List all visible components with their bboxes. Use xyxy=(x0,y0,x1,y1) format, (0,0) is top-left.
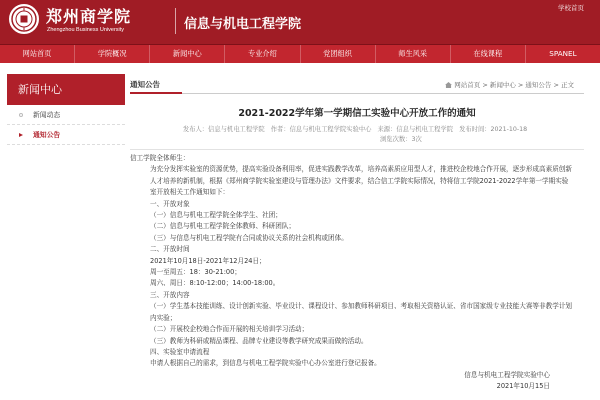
list-item: （二）信息与机电工程学院全体教师、科研团队； xyxy=(150,222,296,231)
section-underline xyxy=(130,92,182,94)
home-icon xyxy=(445,82,452,88)
heading-target: 一、开放对象 xyxy=(150,199,190,208)
college-name: 信息与机电工程学院 xyxy=(184,17,302,32)
school-logo[interactable] xyxy=(9,4,39,34)
meta-author: 作者：信息与机电工程学院实验中心 xyxy=(270,126,372,133)
nav-item-majors[interactable]: 专业介绍 xyxy=(225,45,300,63)
nav-item-showcase[interactable]: 师生风采 xyxy=(376,45,451,63)
list-item: （二）开展校企校地合作而开展的相关培训学习活动； xyxy=(150,325,309,334)
meta-publisher: 发布人：信息与机电工程学院 xyxy=(182,126,265,133)
sidebar-title: 新闻中心 xyxy=(7,74,125,105)
sidebar-item-label: 新闻动态 xyxy=(33,111,61,119)
greeting: 信工学院全体师生： xyxy=(130,154,190,162)
sidebar-item-notices[interactable] xyxy=(7,125,125,145)
sidebar xyxy=(7,74,125,145)
header-divider xyxy=(175,8,176,34)
sidebar-item-label: 通知公告 xyxy=(33,131,61,139)
site-header xyxy=(0,0,600,44)
intro-paragraph: 为充分发挥实验室的资源优势，提高实验设备利用率，促进实践教学改革，培养高素质应用型人才，推进校企校地合作开展，逐步形成高素质创新人才培养的新机制，根据《郑州商学院实验室建设与管理办法》文件要求，结合信工学院实际情况，特将信工学院2021-2022学年第一学期实验室开放相关工作通知如下： xyxy=(150,165,572,197)
school-home-link[interactable]: 学校首页 xyxy=(558,4,584,12)
heading-time: 二、开放时间 xyxy=(150,245,190,254)
article-title: 2021-2022学年第一学期信工实验中心开放工作的通知 xyxy=(238,108,476,119)
meta-date: 发布时间：2021-10-18 xyxy=(459,126,528,133)
weekday-hours: 周一至周五：18：30-21:00； xyxy=(150,268,241,277)
sidebar-item-news[interactable] xyxy=(7,105,125,125)
signature: 信息与机电工程学院实验中心 xyxy=(464,370,550,379)
bullet-icon xyxy=(19,113,23,117)
list-item: （一）信息与机电工程学院全体学生、社团； xyxy=(150,211,282,220)
nav-item-party[interactable]: 党团组织 xyxy=(301,45,376,63)
heading-process: 四、实验室申请流程 xyxy=(150,347,210,356)
signature-date: 2021年10月15日 xyxy=(496,382,550,391)
breadcrumb[interactable] xyxy=(445,80,574,89)
article-meta-views xyxy=(380,135,584,145)
date-range: 2021年10月18日-2021年12月24日； xyxy=(150,256,266,265)
nav-item-news[interactable]: 新闻中心 xyxy=(150,45,225,63)
meta-source: 来源：信息与机电工程学院 xyxy=(377,126,454,133)
nav-item-courses[interactable]: 在线课程 xyxy=(451,45,526,63)
nav-item-home[interactable]: 网站首页 xyxy=(0,45,75,63)
section-header xyxy=(130,74,584,94)
article-meta xyxy=(130,125,584,135)
breadcrumb-text[interactable]: 网站首页 > 新闻中心 > 通知公告 > 正文 xyxy=(454,81,574,89)
nav-item-overview[interactable]: 学院概况 xyxy=(75,45,150,63)
main-nav xyxy=(0,44,600,63)
meta-divider xyxy=(130,149,584,150)
nav-item-spanel[interactable]: SPANEL xyxy=(549,49,577,58)
main-content xyxy=(130,74,584,393)
article-body xyxy=(130,153,584,393)
meta-views: 浏览次数：3次 xyxy=(380,136,422,143)
process-text: 申请人根据自己的需求，到信息与机电工程学院实验中心办公室进行登记报备。 xyxy=(150,359,381,368)
weekend-hours: 周六、周日：8:10-12:00；14:00-18:00。 xyxy=(150,279,280,288)
list-item: （三）与信息与机电工程学院有合同或协议关系的社会机构或团体。 xyxy=(150,233,348,242)
seal-icon xyxy=(11,6,37,32)
list-item: （三）教师为科研或精品课程、品牌专业建设等教学研究成果而做的活动。 xyxy=(150,336,368,345)
school-name-en: Zhengzhou Business University xyxy=(47,27,125,33)
list-item: （一）学生基本技能训练、设计创新实验、毕业设计、课程设计、参加教师科研项目、考取相关资格认证、省市国家级专业技能大赛等非教学计划内实验； xyxy=(150,302,572,322)
arrow-right-icon xyxy=(19,133,23,137)
section-title: 通知公告 xyxy=(130,80,160,89)
heading-content: 三、开放内容 xyxy=(150,290,190,299)
school-name: 郑州商学院 xyxy=(46,7,132,26)
